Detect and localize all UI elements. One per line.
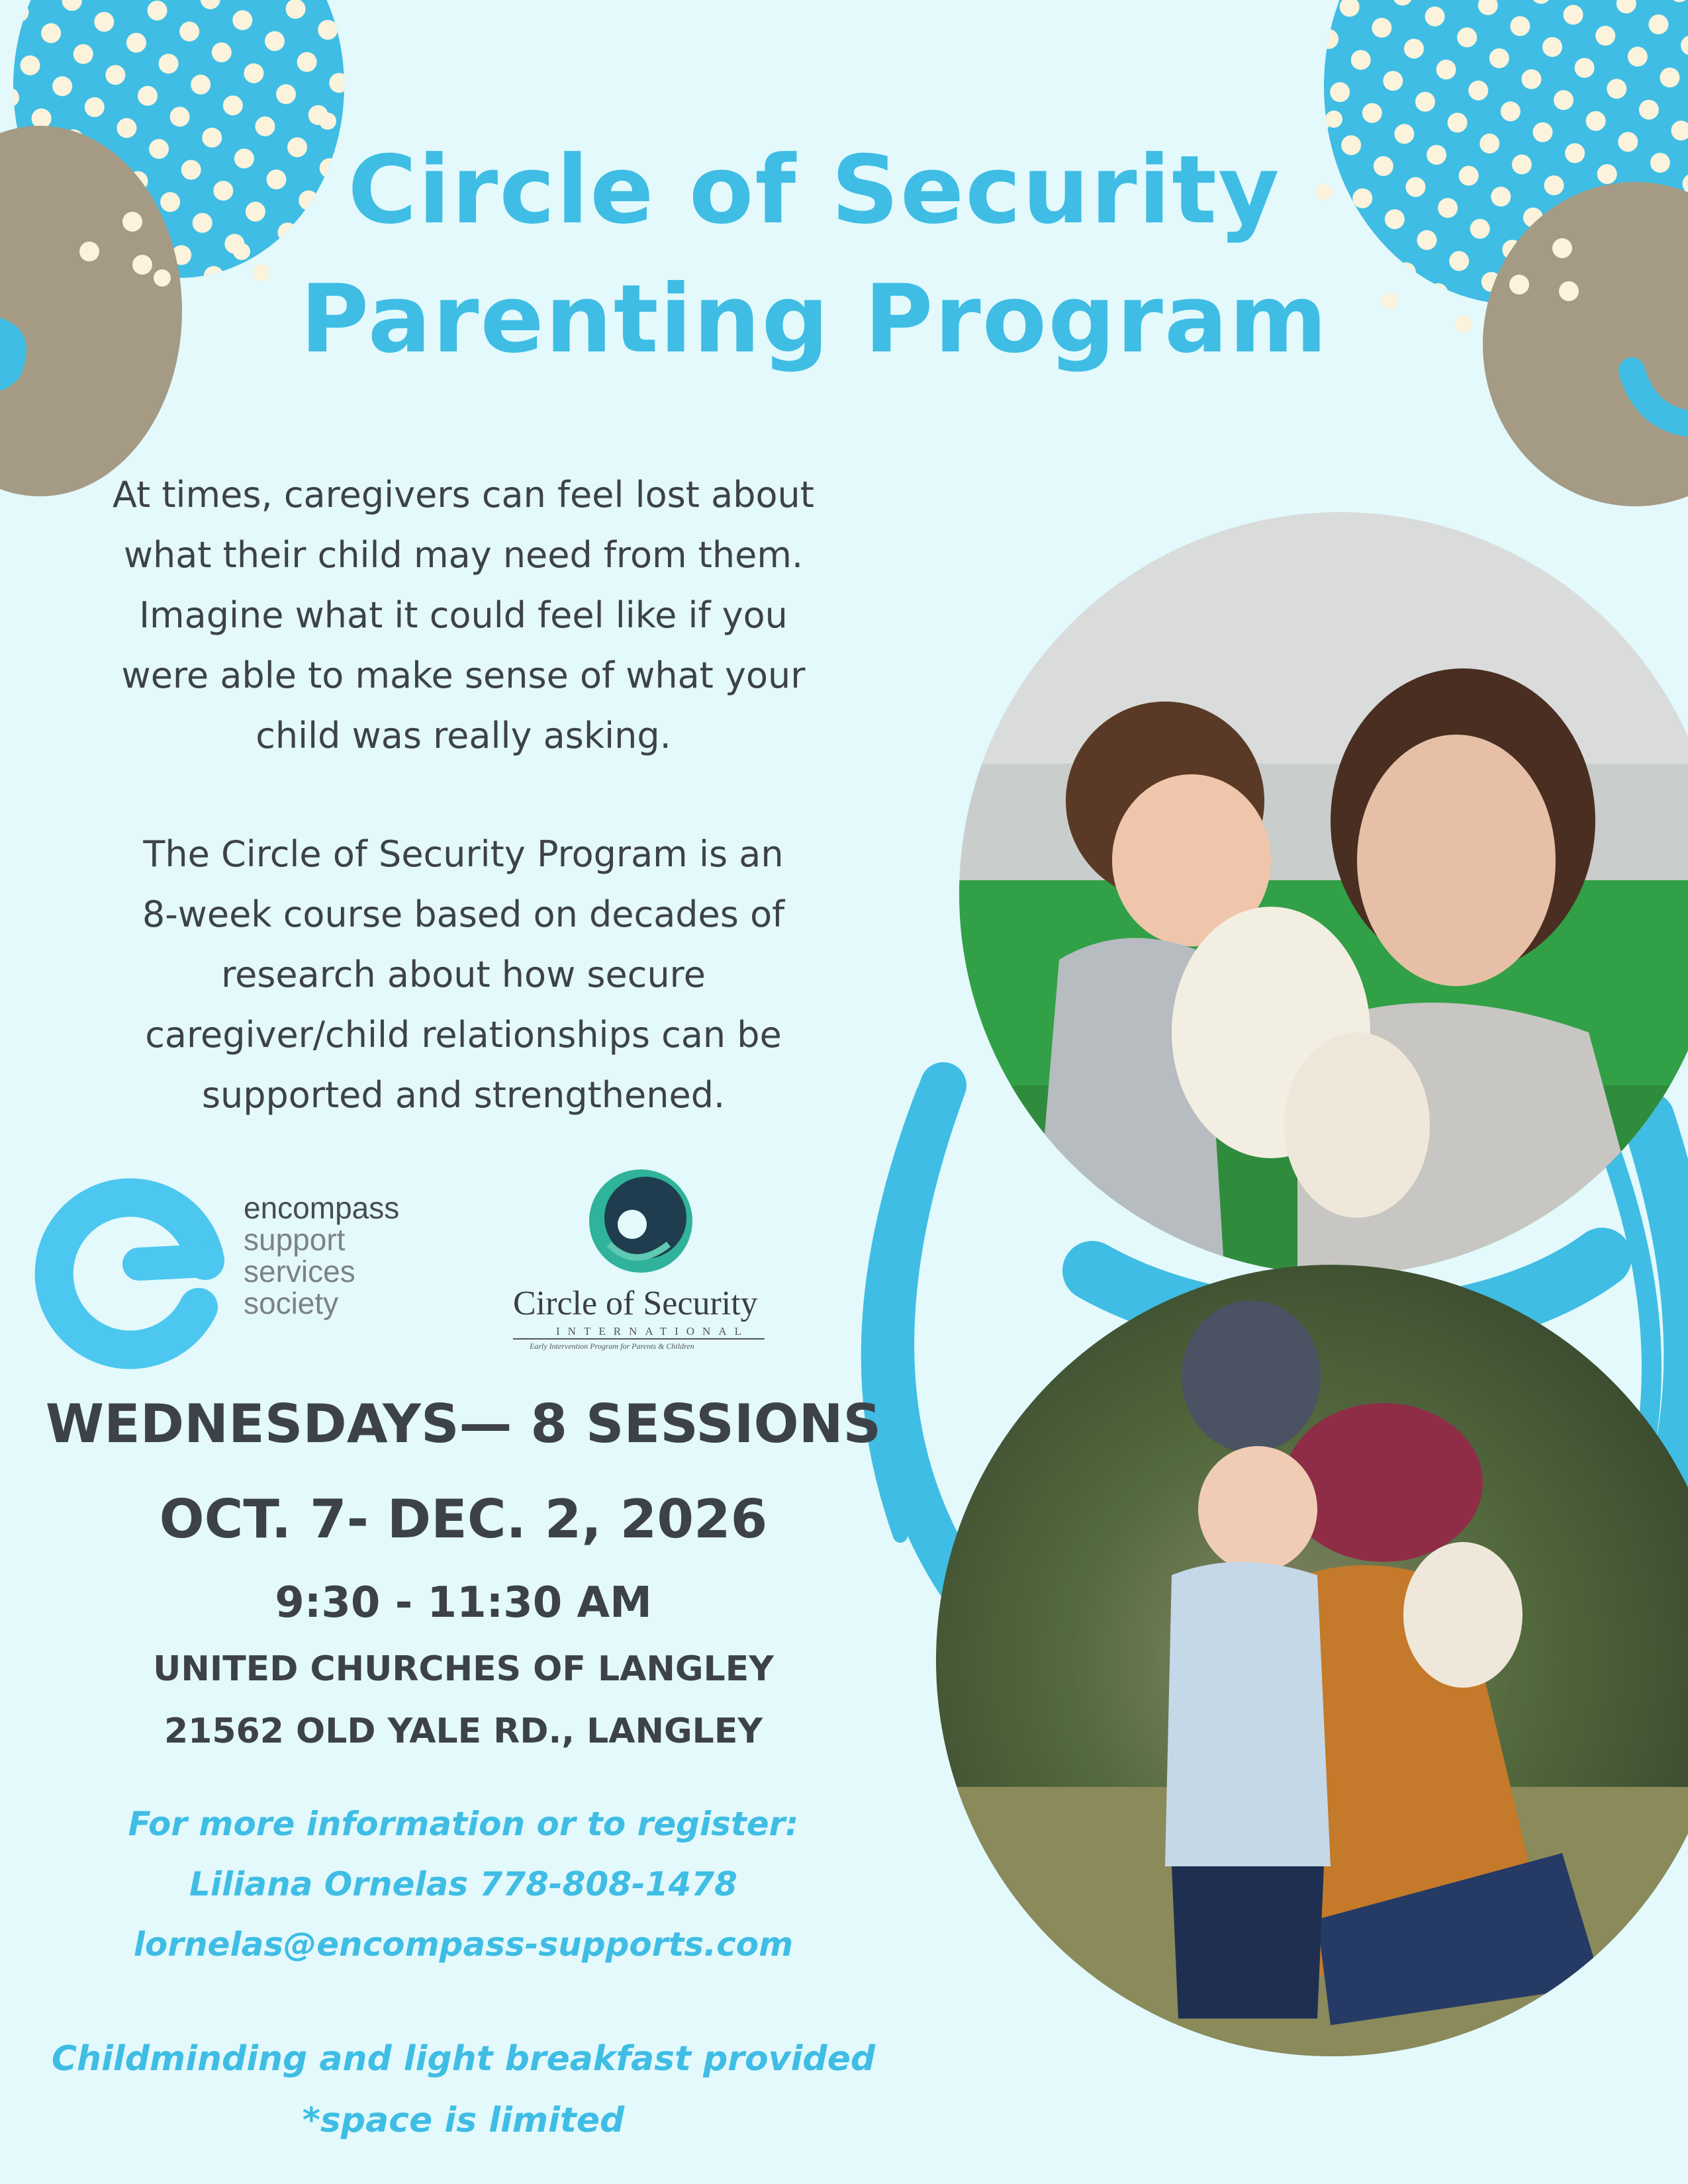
circle-of-security-logo-name: Circle of Security <box>513 1285 758 1322</box>
encompass-logo-name: encompass <box>244 1191 400 1225</box>
intro-line: child was really asking. <box>256 715 671 756</box>
circle-of-security-logo-subtitle: INTERNATIONAL <box>556 1325 749 1338</box>
encompass-logo-mark <box>54 1198 205 1350</box>
intro-line: At times, caregivers can feel lost about <box>113 474 814 516</box>
intro-line: research about how secure <box>221 954 706 995</box>
intro-line: 8-week course based on decades of <box>142 893 785 935</box>
event-venue: UNITED CHURCHES OF LANGLEY <box>153 1649 774 1689</box>
intro-line: caregiver/child relationships can be <box>145 1014 782 1056</box>
intro-line: supported and strengthened. <box>201 1074 726 1116</box>
encompass-logo-line: support <box>244 1222 346 1257</box>
intro-line: were able to make sense of what your <box>121 655 806 696</box>
intro-paragraph-2 <box>40 824 887 1125</box>
intro-line: what their child may need from them. <box>123 534 804 576</box>
intro-line: Imagine what it could feel like if you <box>139 594 788 636</box>
top-left-blobs <box>0 0 344 496</box>
intro-line: The Circle of Security Program is an <box>143 833 784 875</box>
title-line-1: Circle of Security <box>348 136 1281 245</box>
mother-children-outdoors-photo <box>936 1265 1688 2065</box>
top-right-blobs <box>1324 0 1688 506</box>
title-line-2: Parenting Program <box>300 265 1329 374</box>
event-address: 21562 OLD YALE RD., LANGLEY <box>164 1711 763 1751</box>
mother-daughter-teddy-photo <box>959 512 1688 1277</box>
contact-person: Liliana Ornelas 778-808-1478 <box>189 1865 737 1903</box>
space-limited-note: *space is limited <box>302 2101 625 2140</box>
circle-of-security-logo-tagline: Early Intervention Program for Parents & Children <box>530 1342 694 1351</box>
event-dates: OCT. 7- DEC. 2, 2026 <box>159 1488 768 1550</box>
event-schedule: WEDNESDAYS— 8 SESSIONS <box>45 1393 882 1455</box>
contact-heading: For more information or to register: <box>128 1805 799 1843</box>
event-time: 9:30 - 11:30 AM <box>275 1578 652 1627</box>
encompass-logo-line: services <box>244 1254 355 1289</box>
provided-note: Childminding and light breakfast provided <box>51 2039 876 2079</box>
contact-email[interactable]: lornelas@encompass-supports.com <box>133 1925 794 1964</box>
encompass-logo-line: society <box>244 1286 339 1320</box>
intro-paragraph-1 <box>40 465 887 766</box>
